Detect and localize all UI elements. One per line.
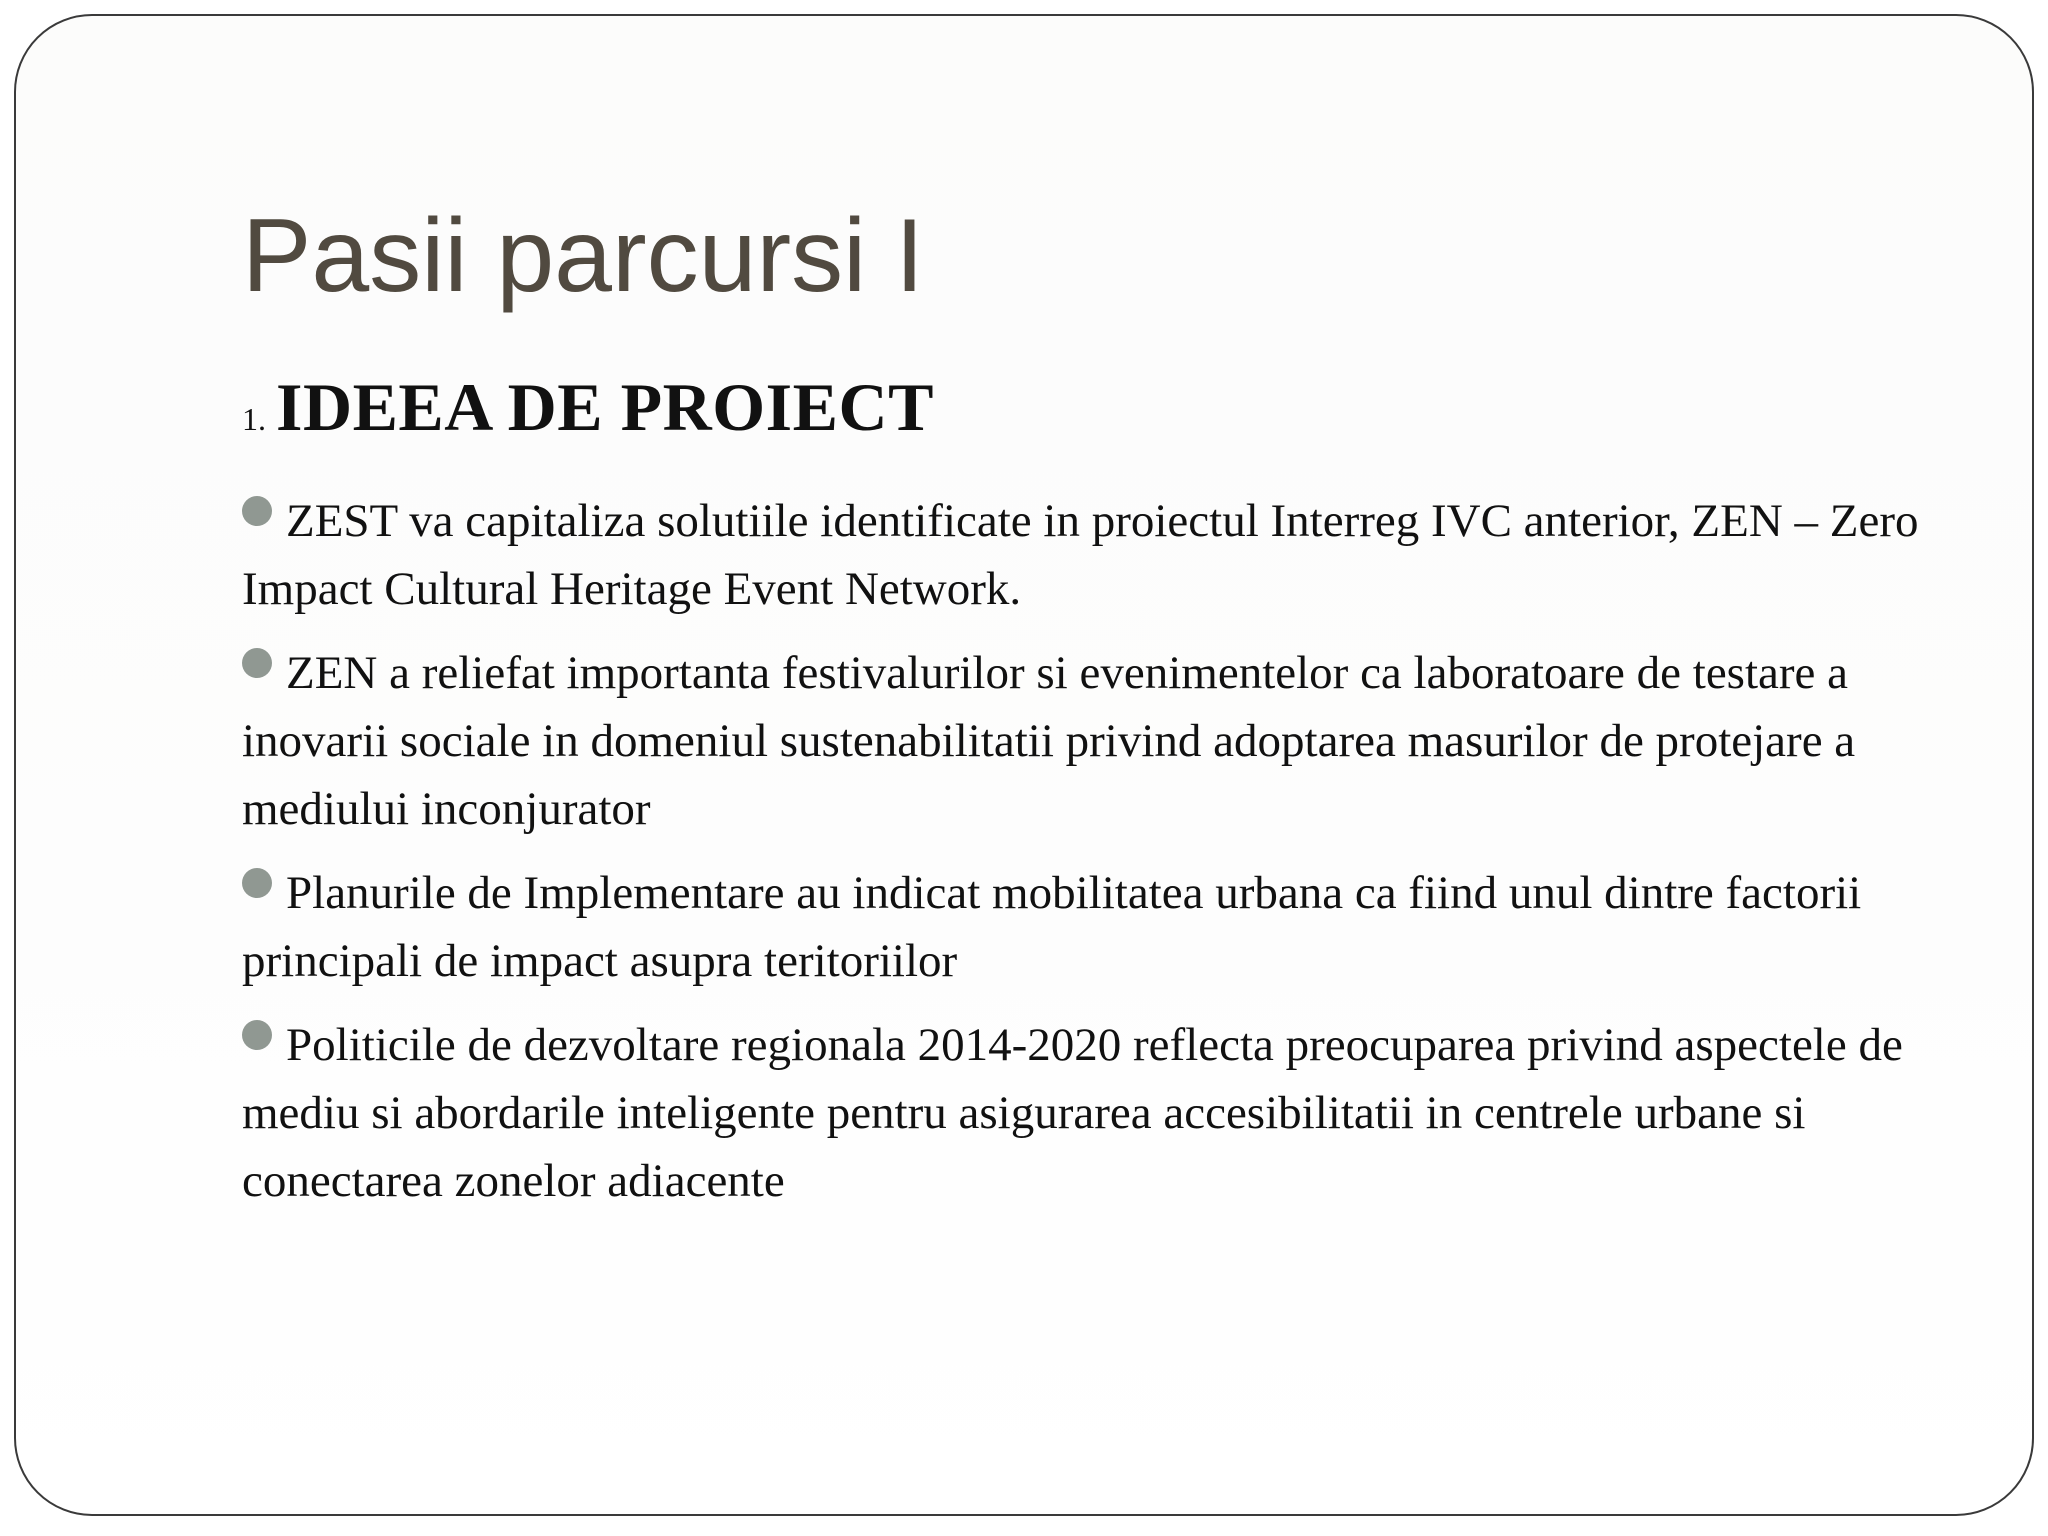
bullet-list <box>242 487 1962 1215</box>
slide-title: Pasii parcursi I <box>242 198 924 314</box>
bullet-icon <box>242 496 272 526</box>
bullet-text: ZEST va capitaliza solutiile identificate in proiectul Interreg IVC anterior, ZEN – Zero Impact Cultural Heritage Event Network. <box>242 495 1919 615</box>
bullet-text: Politicile de dezvoltare regionala 2014-2020 reflecta preocuparea privind aspectele de mediu si abordarile inteligente pentru asigurarea accesibilitatii in centrele urbane si conectarea zonelor adiacente <box>242 1019 1903 1207</box>
slide-frame <box>14 14 2034 1516</box>
bullet-item <box>242 639 1962 843</box>
bullet-text: ZEN a reliefat importanta festivalurilor si evenimentelor ca laboratoare de testare a inovarii sociale in domeniul sustenabilitatii privind adoptarea masurilor de protejare a mediului inconjurator <box>242 647 1856 835</box>
bullet-icon <box>242 868 272 898</box>
bullet-item <box>242 1011 1962 1215</box>
slide-content <box>242 360 1962 1231</box>
bullet-item <box>242 859 1962 995</box>
bullet-icon <box>242 1020 272 1050</box>
bullet-icon <box>242 648 272 678</box>
bullet-text: Planurile de Implementare au indicat mobilitatea urbana ca fiind unul dintre factorii principali de impact asupra teritoriilor <box>242 867 1862 987</box>
section-heading <box>242 360 1962 473</box>
section-heading-text: IDEEA DE PROIECT <box>276 369 934 445</box>
section-heading-number: 1. <box>242 401 266 437</box>
bullet-item <box>242 487 1962 623</box>
